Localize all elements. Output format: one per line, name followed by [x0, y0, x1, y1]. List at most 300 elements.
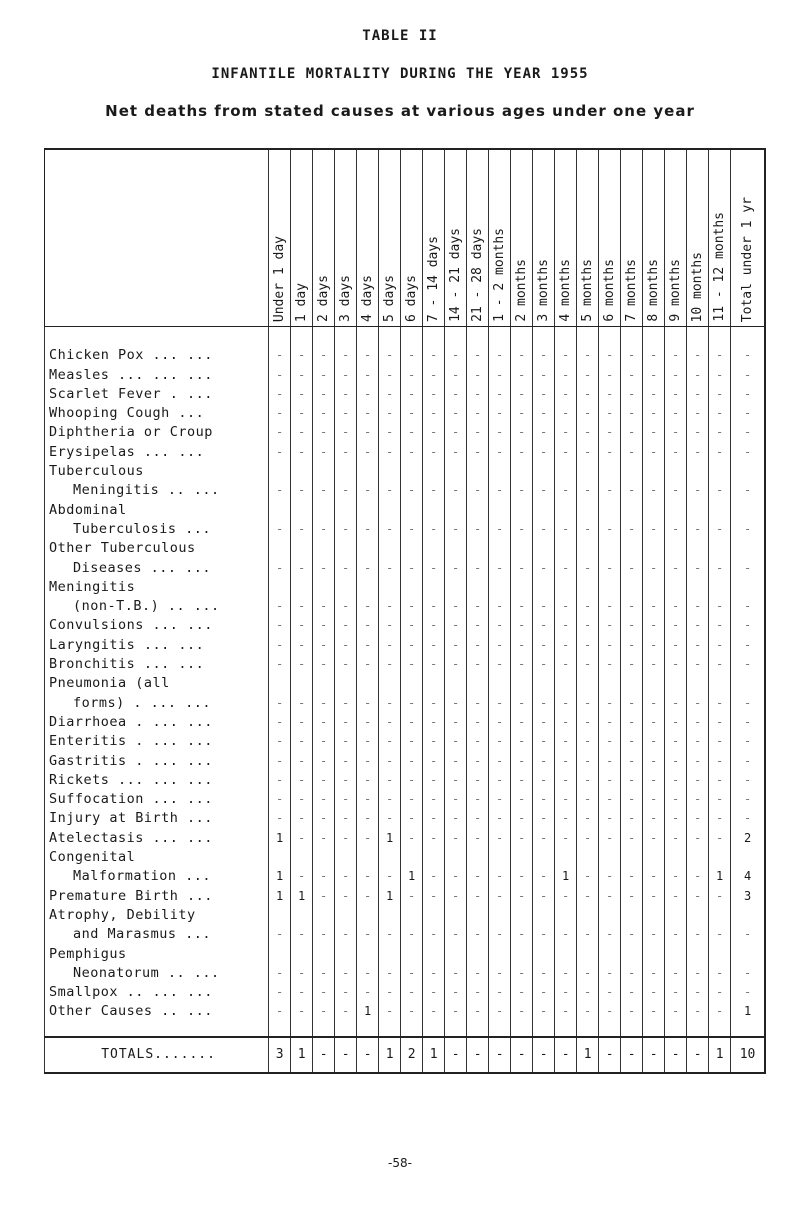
- table-cell: -: [335, 732, 357, 751]
- empty-cell: [511, 848, 533, 867]
- table-cell: -: [335, 655, 357, 674]
- table-cell: -: [335, 404, 357, 423]
- table-cell: -: [577, 752, 599, 771]
- table-cell: -: [467, 559, 489, 578]
- totals-cell: -: [687, 1037, 709, 1073]
- table-cell: -: [335, 790, 357, 809]
- table-cell: -: [313, 559, 335, 578]
- table-cell: -: [687, 694, 709, 713]
- table-cell: -: [379, 404, 401, 423]
- table-cell: -: [687, 559, 709, 578]
- table-cell: -: [599, 732, 621, 751]
- table-cell: -: [599, 481, 621, 500]
- table-cell: -: [709, 713, 731, 732]
- table-cell: -: [445, 1002, 467, 1021]
- table-cell: -: [357, 983, 379, 1002]
- table-cell: -: [423, 481, 445, 500]
- empty-cell: [665, 674, 687, 693]
- table-cell: -: [555, 597, 577, 616]
- column-header: [357, 149, 379, 327]
- table-cell: -: [511, 366, 533, 385]
- table-subtitle: Net deaths from stated causes at various ages under one year: [105, 102, 695, 120]
- empty-cell: [621, 539, 643, 558]
- table-cell: -: [511, 771, 533, 790]
- table-cell: -: [709, 1002, 731, 1021]
- table-cell: -: [511, 732, 533, 751]
- table-cell: -: [489, 655, 511, 674]
- table-cell: -: [533, 366, 555, 385]
- empty-cell: [313, 501, 335, 520]
- table-cell: -: [313, 404, 335, 423]
- table-cell: -: [401, 404, 423, 423]
- empty-cell: [401, 501, 423, 520]
- empty-cell: [599, 578, 621, 597]
- table-cell: -: [269, 964, 291, 983]
- table-cell: -: [643, 829, 665, 848]
- table-cell: -: [709, 346, 731, 365]
- table-cell: -: [731, 771, 765, 790]
- empty-cell: [533, 578, 555, 597]
- table-cell: -: [599, 1002, 621, 1021]
- table-cell: -: [313, 964, 335, 983]
- table-cell: -: [467, 423, 489, 442]
- table-cell: -: [533, 887, 555, 906]
- table-cell: -: [379, 752, 401, 771]
- table-cell: -: [379, 385, 401, 404]
- table-cell: -: [687, 964, 709, 983]
- spacer-cell: [555, 327, 577, 347]
- table-cell: -: [313, 752, 335, 771]
- table-cell: 1: [379, 829, 401, 848]
- table-cell: -: [467, 964, 489, 983]
- table-cell: -: [643, 559, 665, 578]
- table-row: [45, 578, 766, 597]
- table-cell: 1: [357, 1002, 379, 1021]
- table-cell: -: [423, 829, 445, 848]
- table-cell: -: [423, 713, 445, 732]
- table-cell: -: [291, 597, 313, 616]
- column-header-label: 11 - 12 months: [712, 212, 728, 322]
- column-header-label: 3 days: [338, 275, 354, 322]
- table-cell: -: [291, 732, 313, 751]
- table-cell: -: [709, 559, 731, 578]
- table-cell: -: [313, 809, 335, 828]
- table-cell: -: [687, 636, 709, 655]
- table-row: [45, 713, 766, 732]
- empty-cell: [511, 945, 533, 964]
- spacer-cell: [335, 327, 357, 347]
- empty-cell: [269, 501, 291, 520]
- table-cell: -: [533, 655, 555, 674]
- table-cell: 1: [731, 1002, 765, 1021]
- table-cell: -: [489, 385, 511, 404]
- table-cell: -: [709, 481, 731, 500]
- table-row: [45, 906, 766, 925]
- empty-cell: [313, 945, 335, 964]
- table-row: [45, 597, 766, 616]
- table-cell: -: [291, 809, 313, 828]
- table-cell: -: [489, 1002, 511, 1021]
- table-cell: -: [511, 597, 533, 616]
- table-cell: -: [577, 925, 599, 944]
- table-cell: -: [269, 443, 291, 462]
- table-cell: -: [577, 713, 599, 732]
- table-cell: -: [269, 404, 291, 423]
- table-cell: -: [555, 1002, 577, 1021]
- column-header-label: 14 - 21 days: [448, 228, 464, 322]
- empty-cell: [511, 539, 533, 558]
- table-cell: -: [445, 423, 467, 442]
- table-cell: -: [269, 752, 291, 771]
- table-cell: -: [511, 752, 533, 771]
- table-cell: -: [379, 520, 401, 539]
- spacer-cell: [401, 327, 423, 347]
- table-cell: -: [709, 790, 731, 809]
- gap-row: [45, 1022, 766, 1037]
- spacer-cell: [45, 327, 269, 347]
- empty-cell: [489, 906, 511, 925]
- table-cell: -: [533, 520, 555, 539]
- table-cell: -: [665, 655, 687, 674]
- table-cell: -: [731, 366, 765, 385]
- empty-cell: [313, 462, 335, 481]
- empty-cell: [643, 462, 665, 481]
- table-row: [45, 404, 766, 423]
- table-cell: 1: [291, 887, 313, 906]
- empty-cell: [709, 501, 731, 520]
- table-cell: -: [379, 925, 401, 944]
- cause-label: (non-T.B.) .. ...: [45, 597, 269, 616]
- empty-cell: [269, 539, 291, 558]
- table-row: [45, 462, 766, 481]
- table-cell: -: [269, 366, 291, 385]
- table-cell: -: [357, 443, 379, 462]
- table-cell: -: [621, 771, 643, 790]
- empty-cell: [269, 462, 291, 481]
- table-cell: -: [357, 752, 379, 771]
- table-cell: -: [709, 983, 731, 1002]
- table-cell: 4: [731, 867, 765, 886]
- empty-cell: [555, 462, 577, 481]
- table-cell: -: [269, 809, 291, 828]
- table-cell: -: [621, 559, 643, 578]
- table-cell: -: [643, 423, 665, 442]
- table-cell: -: [335, 636, 357, 655]
- table-cell: -: [533, 481, 555, 500]
- empty-cell: [401, 578, 423, 597]
- table-row: [45, 636, 766, 655]
- totals-cell: -: [335, 1037, 357, 1073]
- totals-cell: 1: [423, 1037, 445, 1073]
- table-cell: -: [555, 616, 577, 635]
- empty-cell: [489, 848, 511, 867]
- column-header-label: Under 1 day: [272, 235, 288, 322]
- table-cell: -: [533, 829, 555, 848]
- gap-cell: [643, 1022, 665, 1037]
- empty-cell: [555, 539, 577, 558]
- table-body: [45, 327, 766, 1073]
- table-cell: -: [511, 964, 533, 983]
- empty-cell: [665, 539, 687, 558]
- table-cell: -: [467, 655, 489, 674]
- table-cell: 3: [731, 887, 765, 906]
- cause-label: Tuberculosis ...: [45, 520, 269, 539]
- empty-cell: [687, 462, 709, 481]
- empty-cell: [445, 945, 467, 964]
- column-header-label: 5 days: [382, 275, 398, 322]
- empty-cell: [511, 674, 533, 693]
- gap-cell: [555, 1022, 577, 1037]
- empty-cell: [709, 462, 731, 481]
- table-cell: -: [731, 713, 765, 732]
- totals-cell: -: [643, 1037, 665, 1073]
- table-cell: -: [335, 443, 357, 462]
- table-cell: -: [401, 790, 423, 809]
- empty-cell: [709, 578, 731, 597]
- table-cell: -: [511, 481, 533, 500]
- empty-cell: [687, 945, 709, 964]
- table-cell: -: [577, 655, 599, 674]
- table-cell: -: [335, 925, 357, 944]
- empty-cell: [379, 906, 401, 925]
- table-cell: -: [555, 771, 577, 790]
- empty-cell: [643, 945, 665, 964]
- table-cell: -: [445, 481, 467, 500]
- empty-cell: [291, 501, 313, 520]
- table-cell: -: [687, 616, 709, 635]
- table-row: [45, 867, 766, 886]
- table-cell: -: [467, 346, 489, 365]
- empty-cell: [467, 945, 489, 964]
- table-cell: -: [291, 925, 313, 944]
- table-cell: -: [489, 887, 511, 906]
- table-cell: -: [379, 559, 401, 578]
- empty-cell: [291, 848, 313, 867]
- gap-cell: [269, 1022, 291, 1037]
- table-row: [45, 829, 766, 848]
- table-cell: -: [269, 636, 291, 655]
- spacer-cell: [643, 327, 665, 347]
- empty-cell: [489, 501, 511, 520]
- totals-cell: -: [489, 1037, 511, 1073]
- table-cell: -: [269, 559, 291, 578]
- table-cell: -: [401, 829, 423, 848]
- table-cell: -: [445, 366, 467, 385]
- cause-label: Measles ... ... ...: [45, 366, 269, 385]
- table-cell: -: [445, 925, 467, 944]
- table-cell: -: [445, 732, 467, 751]
- empty-cell: [467, 848, 489, 867]
- table-cell: -: [401, 346, 423, 365]
- column-header: [731, 149, 765, 327]
- table-cell: -: [577, 829, 599, 848]
- table-cell: -: [423, 809, 445, 828]
- empty-cell: [291, 906, 313, 925]
- table-cell: -: [665, 867, 687, 886]
- spacer-cell: [269, 327, 291, 347]
- table-row: [45, 366, 766, 385]
- table-cell: -: [643, 385, 665, 404]
- table-cell: -: [621, 346, 643, 365]
- table-cell: -: [643, 404, 665, 423]
- table-cell: -: [599, 925, 621, 944]
- table-cell: -: [291, 346, 313, 365]
- table-cell: -: [621, 752, 643, 771]
- table-cell: -: [423, 771, 445, 790]
- table-cell: -: [401, 925, 423, 944]
- header-row: [45, 149, 766, 327]
- table-cell: -: [555, 790, 577, 809]
- table-cell: -: [533, 443, 555, 462]
- table-cell: -: [577, 520, 599, 539]
- table-cell: -: [357, 597, 379, 616]
- empty-cell: [467, 906, 489, 925]
- totals-cell: -: [555, 1037, 577, 1073]
- cause-label: Chicken Pox ... ...: [45, 346, 269, 365]
- cause-label: Laryngitis ... ...: [45, 636, 269, 655]
- empty-cell: [313, 578, 335, 597]
- table-cell: -: [291, 655, 313, 674]
- table-cell: -: [335, 423, 357, 442]
- empty-cell: [555, 674, 577, 693]
- cause-label: Convulsions ... ...: [45, 616, 269, 635]
- table-cell: -: [489, 752, 511, 771]
- table-cell: -: [621, 655, 643, 674]
- table-cell: -: [445, 713, 467, 732]
- table-cell: -: [599, 752, 621, 771]
- table-cell: -: [577, 1002, 599, 1021]
- table-cell: -: [467, 636, 489, 655]
- table-cell: -: [555, 520, 577, 539]
- table-cell: -: [643, 867, 665, 886]
- gap-cell: [401, 1022, 423, 1037]
- table-cell: -: [291, 385, 313, 404]
- table-cell: -: [269, 925, 291, 944]
- table-cell: 1: [379, 887, 401, 906]
- totals-cell: -: [357, 1037, 379, 1073]
- table-cell: -: [423, 694, 445, 713]
- table-cell: -: [357, 481, 379, 500]
- table-cell: -: [489, 964, 511, 983]
- column-header: [445, 149, 467, 327]
- column-header-label: 4 days: [360, 275, 376, 322]
- table-cell: -: [401, 423, 423, 442]
- table-cell: 1: [555, 867, 577, 886]
- empty-cell: [379, 945, 401, 964]
- table-cell: -: [555, 752, 577, 771]
- table-row: [45, 539, 766, 558]
- table-cell: -: [643, 694, 665, 713]
- cause-label: Congenital: [45, 848, 269, 867]
- table-cell: -: [599, 346, 621, 365]
- table-cell: -: [511, 829, 533, 848]
- table-cell: -: [269, 385, 291, 404]
- table-cell: -: [467, 771, 489, 790]
- table-cell: -: [269, 983, 291, 1002]
- table-cell: -: [643, 636, 665, 655]
- cause-label: forms) . ... ...: [45, 694, 269, 713]
- table-cell: -: [445, 559, 467, 578]
- table-cell: -: [577, 887, 599, 906]
- spacer-cell: [709, 327, 731, 347]
- table-cell: -: [621, 385, 643, 404]
- table-cell: -: [709, 404, 731, 423]
- table-cell: -: [599, 809, 621, 828]
- table-cell: -: [643, 597, 665, 616]
- empty-cell: [709, 674, 731, 693]
- empty-cell: [489, 462, 511, 481]
- table-cell: -: [599, 385, 621, 404]
- totals-cell: -: [599, 1037, 621, 1073]
- cause-label: Enteritis . ... ...: [45, 732, 269, 751]
- table-cell: -: [335, 597, 357, 616]
- empty-cell: [269, 674, 291, 693]
- empty-cell: [291, 539, 313, 558]
- column-header: [467, 149, 489, 327]
- table-cell: -: [643, 366, 665, 385]
- table-cell: -: [665, 385, 687, 404]
- table-cell: -: [731, 616, 765, 635]
- table-cell: -: [577, 616, 599, 635]
- table-cell: -: [313, 636, 335, 655]
- empty-cell: [357, 501, 379, 520]
- table-cell: -: [313, 887, 335, 906]
- table-cell: -: [467, 1002, 489, 1021]
- table-cell: -: [313, 829, 335, 848]
- table-cell: -: [643, 713, 665, 732]
- table-cell: -: [665, 887, 687, 906]
- table-cell: -: [445, 404, 467, 423]
- table-cell: -: [621, 887, 643, 906]
- empty-cell: [533, 848, 555, 867]
- table-cell: -: [445, 443, 467, 462]
- table-cell: -: [467, 983, 489, 1002]
- column-header: [621, 149, 643, 327]
- empty-cell: [731, 462, 765, 481]
- table-cell: -: [665, 752, 687, 771]
- table-cell: -: [423, 1002, 445, 1021]
- table-cell: -: [555, 636, 577, 655]
- table-cell: -: [467, 790, 489, 809]
- table-cell: -: [335, 385, 357, 404]
- spacer-cell: [445, 327, 467, 347]
- table-cell: -: [687, 887, 709, 906]
- table-cell: -: [313, 520, 335, 539]
- cause-label: Pneumonia (all: [45, 674, 269, 693]
- page-number: -58-: [388, 1156, 412, 1170]
- empty-cell: [357, 539, 379, 558]
- table-cell: -: [511, 925, 533, 944]
- table-cell: -: [687, 443, 709, 462]
- empty-cell: [489, 945, 511, 964]
- empty-cell: [445, 906, 467, 925]
- table-cell: -: [423, 423, 445, 442]
- table-cell: -: [445, 616, 467, 635]
- table-cell: -: [291, 694, 313, 713]
- empty-cell: [533, 945, 555, 964]
- table-cell: -: [467, 443, 489, 462]
- table-cell: -: [335, 983, 357, 1002]
- gap-cell: [731, 1022, 765, 1037]
- empty-cell: [621, 674, 643, 693]
- table-cell: -: [709, 616, 731, 635]
- table-cell: -: [423, 366, 445, 385]
- totals-cell: -: [665, 1037, 687, 1073]
- gap-cell: [599, 1022, 621, 1037]
- spacer-cell: [665, 327, 687, 347]
- gap-cell: [709, 1022, 731, 1037]
- table-cell: -: [445, 597, 467, 616]
